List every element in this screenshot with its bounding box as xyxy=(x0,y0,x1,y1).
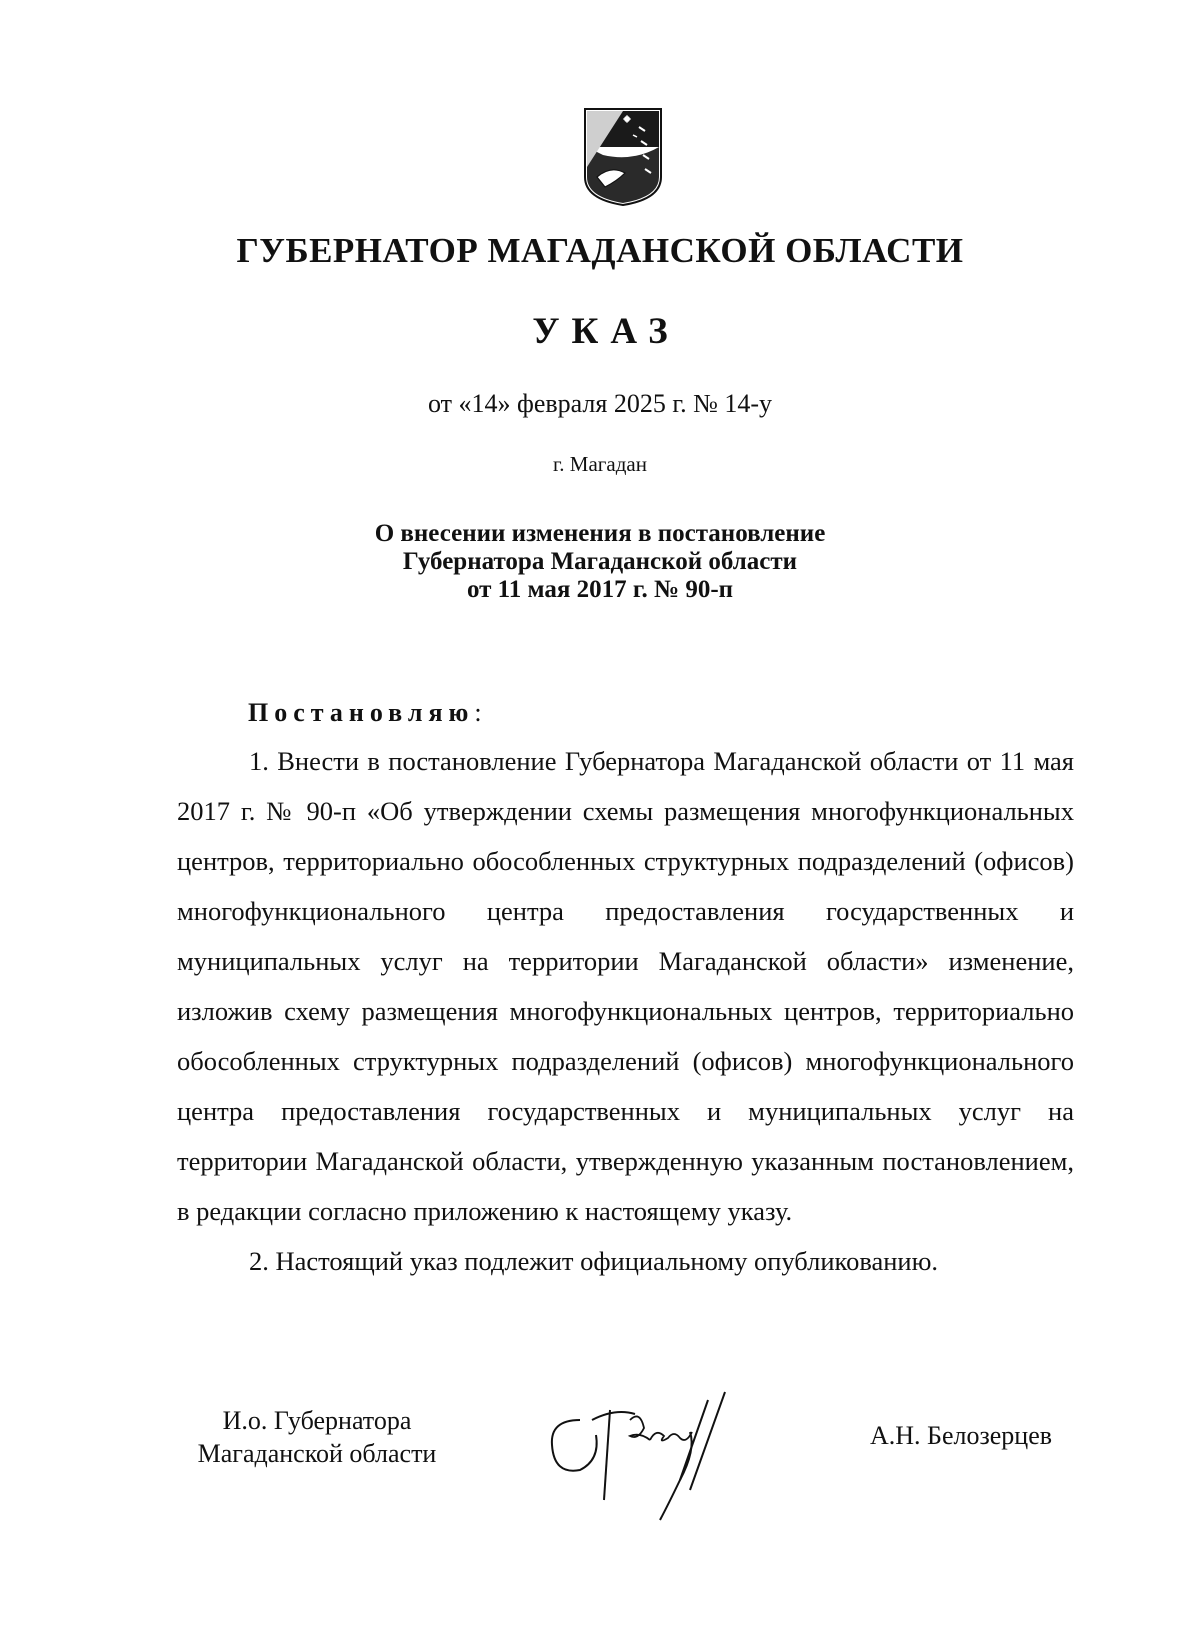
subject-line: О внесении изменения в постановление xyxy=(374,520,826,547)
signatory-position xyxy=(182,1404,452,1470)
document-date-number: от «14» февраля 2025 г. № 14-у xyxy=(427,389,773,418)
document-subject xyxy=(0,520,1200,604)
decree-colon: : xyxy=(474,698,482,727)
document-body xyxy=(177,736,1074,1286)
handwritten-signature-icon xyxy=(540,1380,760,1530)
authority-title: ГУБЕРНАТОР МАГАДАНСКОЙ ОБЛАСТИ xyxy=(236,231,964,270)
decree-word-text: Постановляю xyxy=(248,698,475,727)
signatory-name: А.Н. Белозерцев xyxy=(870,1421,1053,1450)
decree-word xyxy=(248,698,482,728)
document-type: УКАЗ xyxy=(532,311,680,352)
paragraph-2: 2. Настоящий указ подлежит официальному опубликованию. xyxy=(249,1246,939,1276)
position-line: Магаданской области xyxy=(197,1439,437,1468)
position-line: И.о. Губернатора xyxy=(222,1406,412,1435)
coat-of-arms-icon xyxy=(583,107,663,207)
paragraph-1: 1. Внести в постановление Губернатора Магаданской области от 11 мая 2017 г. № 90-п «Об утверждении схемы размещения многофункциональных центров, территориально обособленных структурных подразделений (офисов) многофункционального центра предоставления государственных и муниципальных услуг на территории Магаданской области» изменение, изложив схему размещения многофункциональных центров, территориально обособленных структурных подразделений (офисов) многофункционального центра предоставления государственных и муниципальных услуг на территории Магаданской области, утвержденную указанным постановлением, в редакции согласно приложению к настоящему указу. xyxy=(177,746,1074,1226)
document-city: г. Магадан xyxy=(553,452,647,476)
subject-line: Губернатора Магаданской области xyxy=(402,548,798,575)
subject-line: от 11 мая 2017 г. № 90-п xyxy=(466,576,734,603)
